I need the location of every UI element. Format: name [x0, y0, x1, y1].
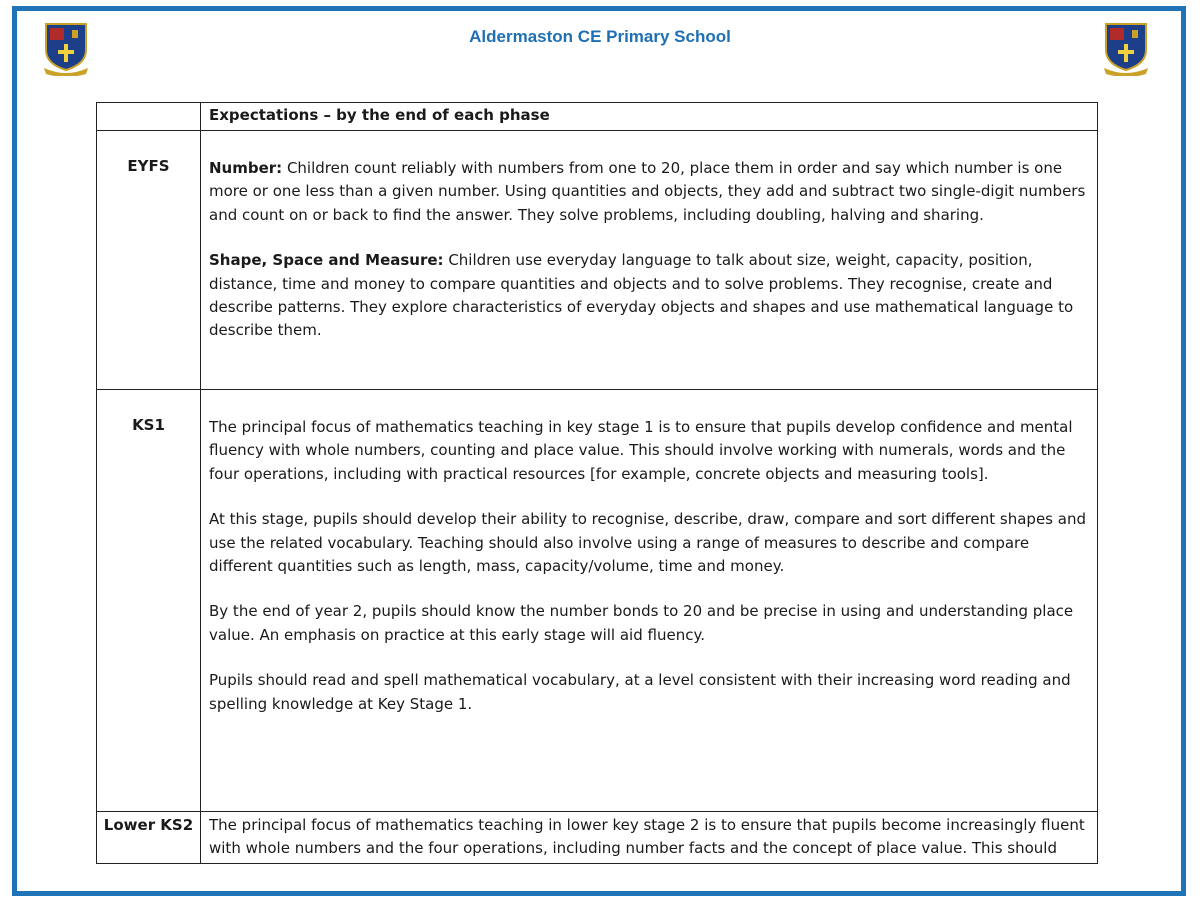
paragraph-clip	[209, 814, 1089, 860]
phase-label: KS1	[97, 390, 201, 812]
paragraph: At this stage, pupils should develop their ability to recognise, describe, draw, compare and sort different shapes and use the related vocabulary. Teaching should also involve using a range of measures to describe and compare different quantities such as length, mass, capacity/volume, time and money.	[209, 510, 1086, 576]
paragraph	[209, 249, 1089, 343]
table-row	[97, 390, 1098, 812]
paragraph-lead: Number:	[209, 159, 283, 177]
table-row	[97, 812, 1098, 864]
table-header-row	[97, 103, 1098, 131]
paragraph-text: Children count reliably with numbers from one to 20, place them in order and say which number is one more or one less than a given number. Using quantities and objects, they add and subtract two single-digit numbers and count on or back to find the answer. They solve problems, including doubling, halving and sharing.	[209, 159, 1086, 224]
paragraph-lead: Shape, Space and Measure:	[209, 251, 444, 270]
expectations-table	[96, 102, 1098, 864]
phase-description	[201, 812, 1098, 864]
paragraph: The principal focus of mathematics teaching in key stage 1 is to ensure that pupils develop confidence and mental fluency with whole numbers, counting and place value. This should involve working with numerals, words and the four operations, including with practical resources [for example, concrete objects and measuring tools].	[209, 418, 1073, 483]
school-name-heading: Aldermaston CE Primary School	[469, 27, 731, 46]
header-empty-cell	[97, 103, 201, 131]
phase-label: Lower KS2	[97, 812, 201, 864]
paragraph: The principal focus of mathematics teaching in lower key stage 2 is to ensure that pupils become increasingly fluent with whole numbers and the four operations, including number facts and the concept of place value. This should	[209, 816, 1085, 858]
table-row	[97, 131, 1098, 390]
phase-description	[201, 390, 1098, 812]
paragraph	[209, 157, 1089, 227]
phase-label: EYFS	[97, 131, 201, 390]
paragraph: Pupils should read and spell mathematical vocabulary, at a level consistent with their increasing word reading and spelling knowledge at Key Stage 1.	[209, 671, 1071, 713]
phase-description	[201, 131, 1098, 390]
header-label: Expectations – by the end of each phase	[201, 103, 1098, 131]
paragraph: By the end of year 2, pupils should know the number bonds to 20 and be precise in using and understanding place value. An emphasis on practice at this early stage will aid fluency.	[209, 602, 1074, 644]
paragraph-text: Children use everyday language to talk about size, weight, capacity, position, distance, time and money to compare quantities and objects and to solve problems. They recognise, create and describe patterns. They explore characteristics of everyday objects and shapes and use mathematical language to describe them.	[209, 251, 1074, 340]
